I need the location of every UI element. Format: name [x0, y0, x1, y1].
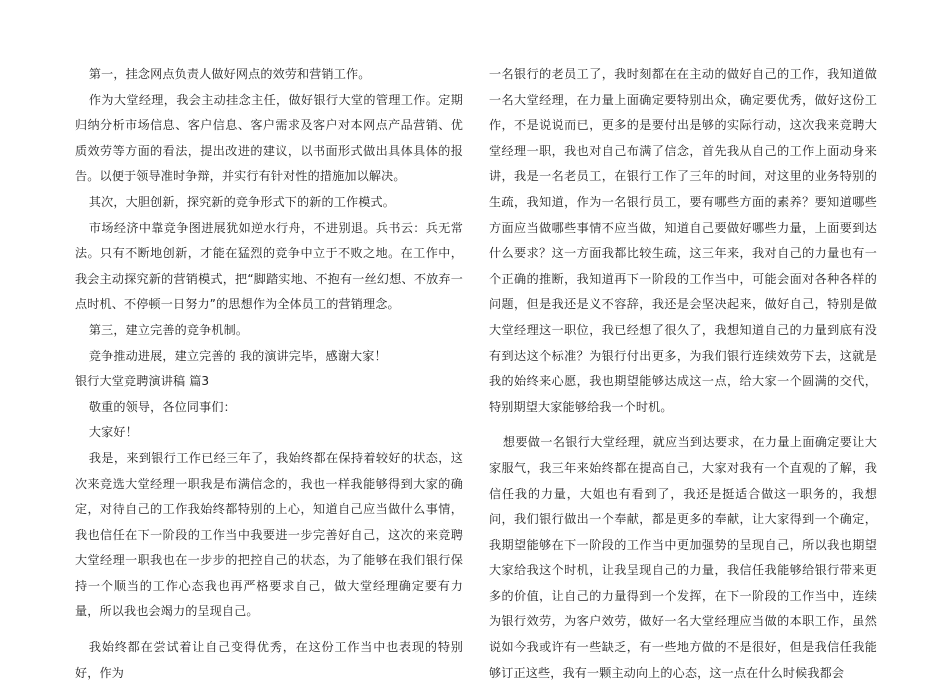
paragraph: 一名银行的老员工了，我时刻都在在主动的做好自己的工作，我知道做一名大堂经理，在力量上面确定要特别出众，确定要优秀，做好这份工作，不是说说而已，更多的是要付出是够的实际行动，这次我来竞聘大堂经理一职，我也对自己布满了信念，首先我从自己的工作上面动身来讲，我是一名老员工，在银行工作了三年的时间，对这里的业务特别的生疏，我知道，作为一名银行员工，要有哪些方面的素养？要知道哪些方面应当做哪些事情不应当做，知道自己要做好哪些力量，上面要到达什么要求？这一方面我都比较生疏，这三年来，我对自己的力量也有一个正确的推断，我知道再下一阶段的工作当中，可能会面对各种各样的问题，但是我还是义不容辞，我还是会坚决起来，做好自己，特别是做大堂经理这一职位，我已经想了很久了，我想知道自己的力量到底有没有到达这个标准？为银行付出更多，为我们银行连续效劳下去，这就是我的始终来心愿，我也期望能够达成这一点，给大家一个圆满的交代，特别期望大家能够给我一个时机。	[489, 67, 877, 414]
paragraph: 其次，大胆创新，探究新的竞争形式下的新的工作模式。	[88, 194, 396, 209]
right-column	[489, 62, 877, 686]
left-column	[75, 62, 463, 686]
paragraph: 我始终都在尝试着让自己变得优秀，在这份工作当中也表现的特别好，作为	[75, 640, 463, 680]
greeting: 大家好！	[88, 425, 138, 440]
paragraph: 第一，挂念网点负责人做好网点的效劳和营销工作。	[88, 67, 371, 81]
paragraph: 我是，来到银行工作已经三年了，我始终都在保持着较好的状态，这次来竞选大堂经理一职我是布满信念的，我也一样我能够得到大家的确定，对待自己的工作我始终都特别的上心，知道自己应当做什么事情，我也信任在下一阶段的工作当中我要进一步完善好自己，这次的来竞聘大堂经理一职我也在一步步的把控自己的状态，为了能够在我们银行保持一个顺当的工作心态我也再严格要求自己，做大堂经理确定要有力量，所以我也会竭力的呈现自己。	[75, 450, 463, 619]
paragraph: 市场经济中靠竞争图进展犹如逆水行舟，不进别退。兵书云：兵无常法。只有不断地创新，才能在猛烈的竞争中立于不败之地。在工作中，我会主动探究新的营销模式，把“脚踏实地、不抱有一丝幻想、不放弃一点时机、不停顿一日努力”的思想作为全体员工的营销理念。	[75, 220, 463, 312]
paragraph: 想要做一名银行大堂经理，就应当到达要求，在力量上面确定要让大家服气，我三年来始终都在提高自己，大家对我有一个直观的了解，我信任我的力量，大姐也有看到了，我还是挺适合做这一职务的，我想问，我们银行做出一个奉献，都是更多的奉献，让大家得到一个确定，我期望能够在下一阶段的工作当中更加强势的呈现自己，所以我也期望大家给我这个时机，让我呈现自己的力量，我信任我能够给银行带来更多的价值，让自己的力量得到一个发挥，在下一阶段的工作当中，连续为银行效劳，为客户效劳，做好一名大堂经理应当做的本职工作，虽然说如今我或许有一些缺乏，有一些地方做的不是很好，但是我信任我能够订正这些，我有一颗主动向上的心态，这一点在什么时候我都会	[489, 435, 877, 680]
salutation: 敬重的领导，各位同事们：	[88, 399, 236, 414]
paragraph: 竞争推动进展，建立完善的 我的演讲完毕，感谢大家！	[88, 348, 387, 363]
paragraph: 作为大堂经理，我会主动挂念主任，做好银行大堂的管理工作。定期归纳分析市场信息、客户信息、客户需求及客户对本网点产品营销、优质效劳等方面的看法，提出改进的建议，以书面形式做出具体具体的报告。以便于领导准时争辩，并实行有针对性的措施加以解决。	[75, 92, 463, 184]
paragraph: 第三，建立完善的竞争机制。	[88, 322, 249, 337]
section-heading: 银行大堂竞聘演讲稿 篇3	[75, 374, 210, 389]
